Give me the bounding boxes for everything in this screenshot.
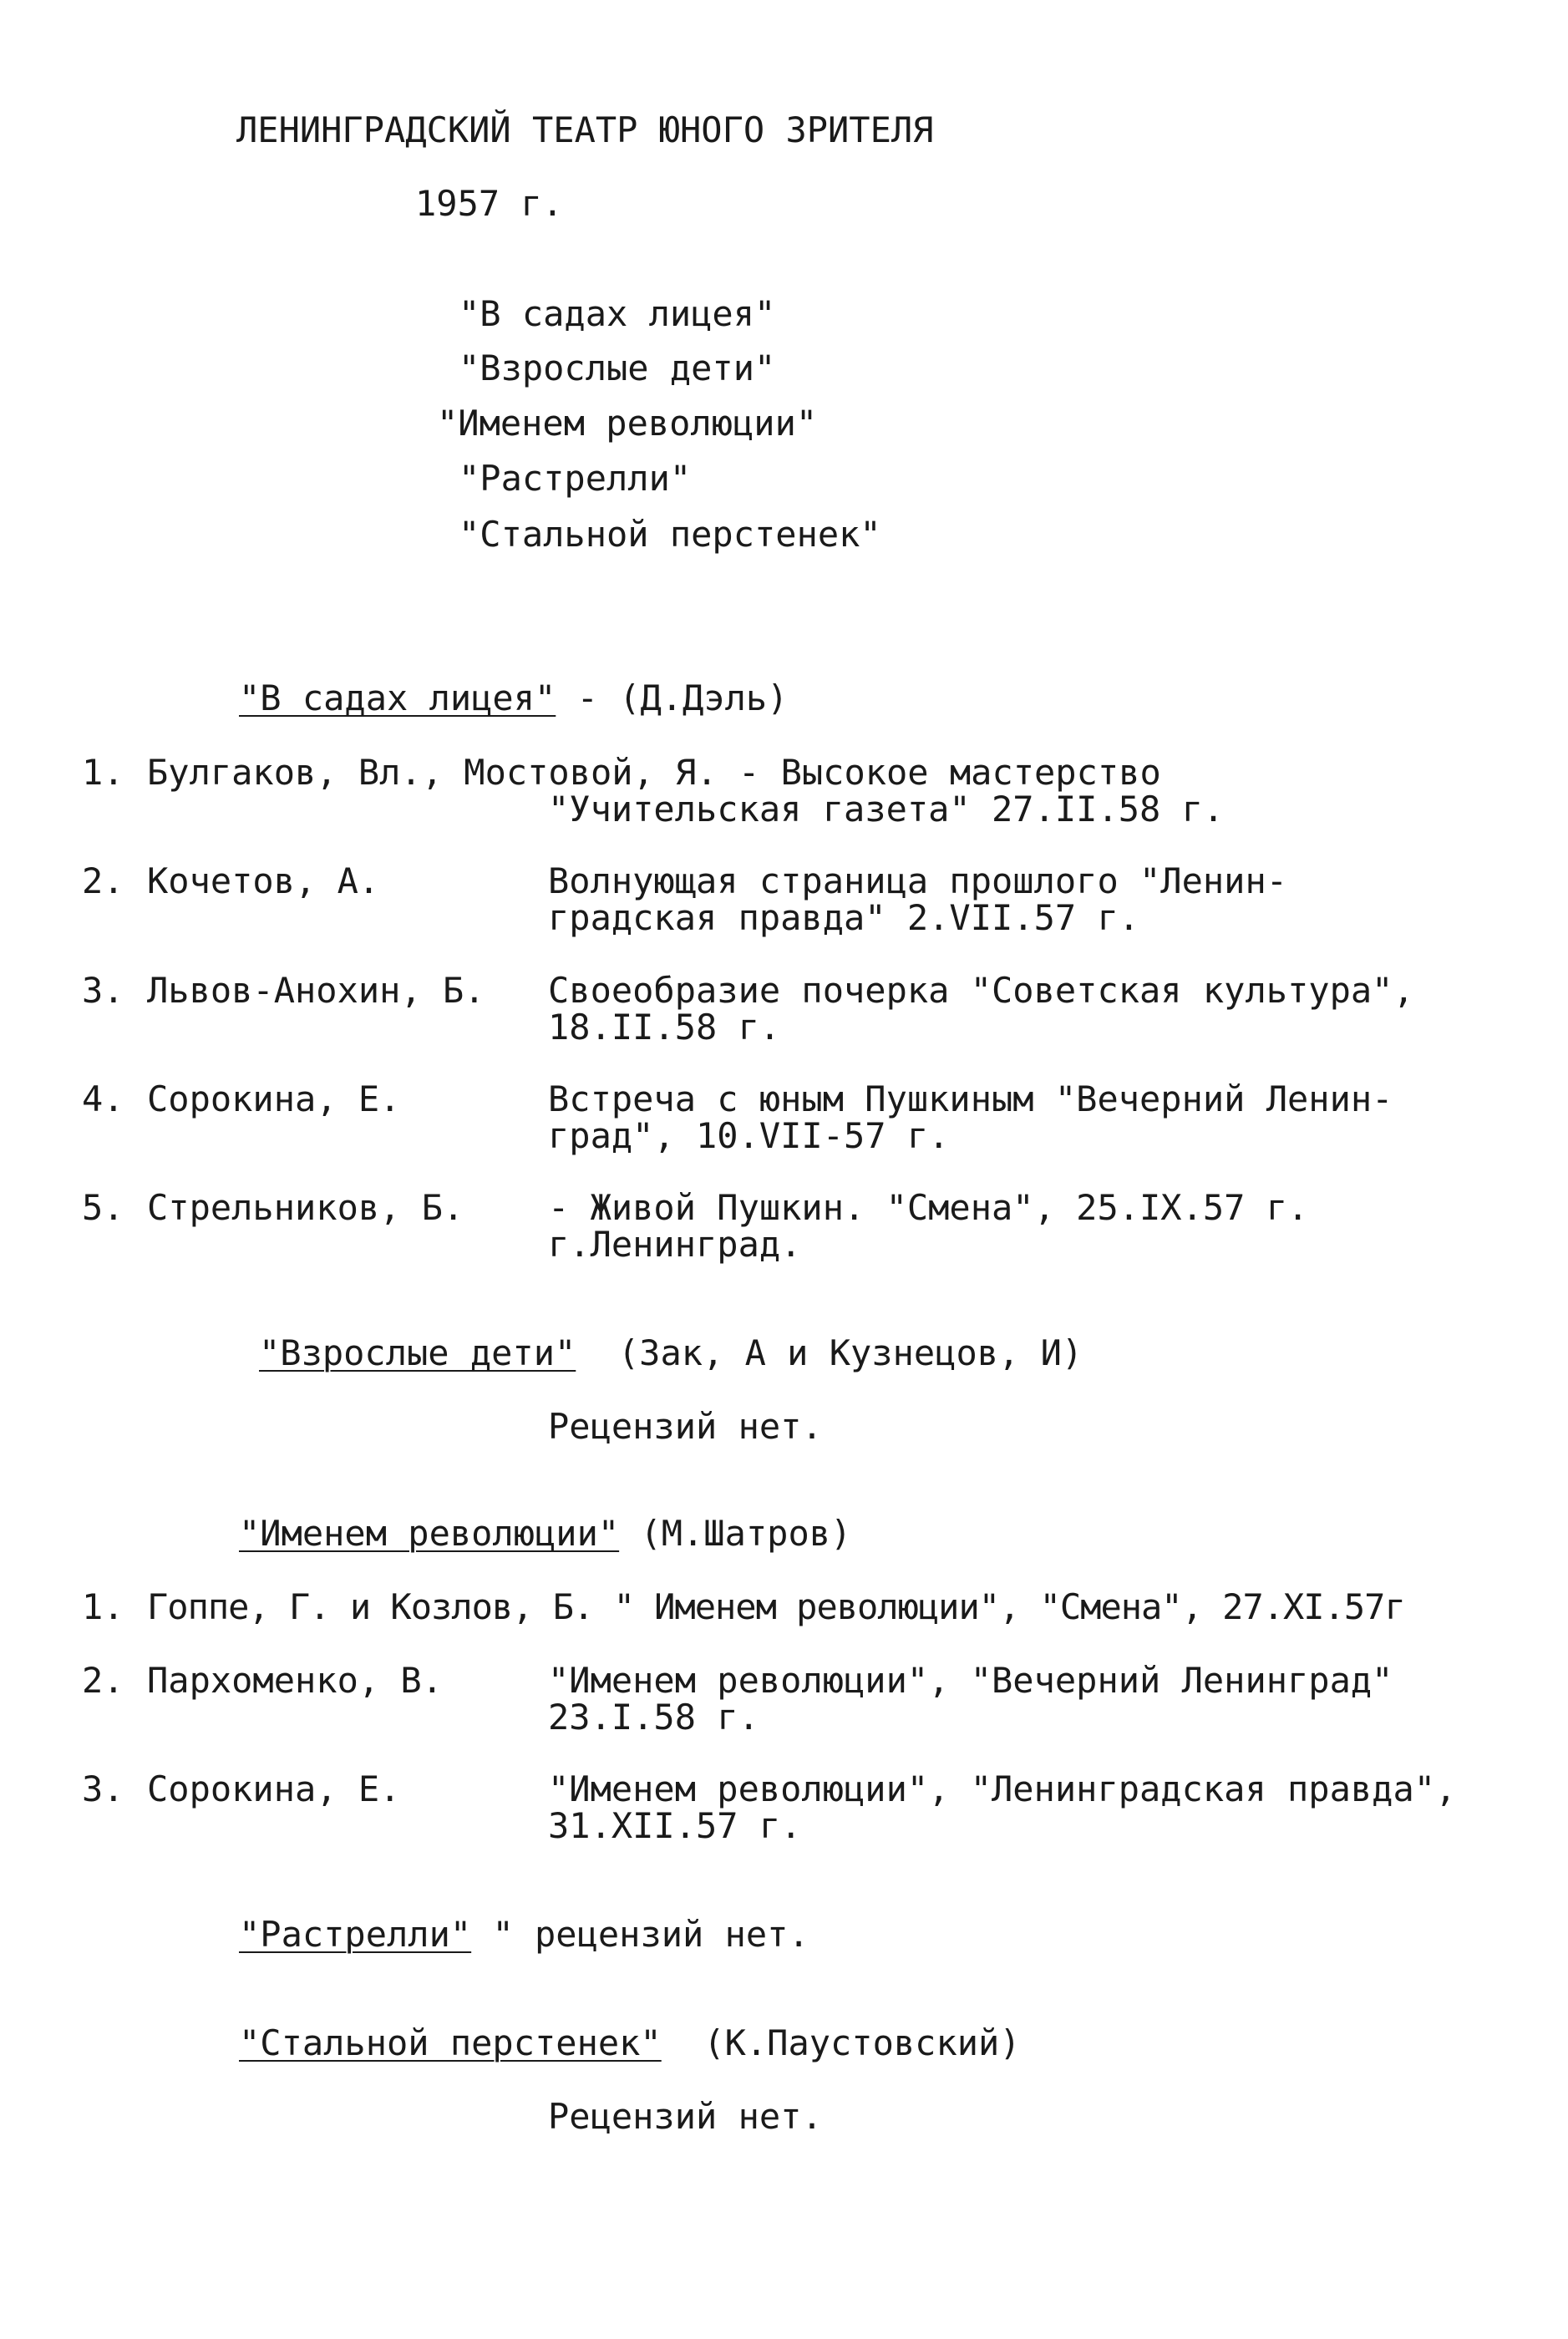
no-reviews-note: Рецензий нет. <box>548 1406 823 1447</box>
play-author: (К.Паустовский) <box>661 2022 1021 2063</box>
play-list-item: "Именем революции" <box>437 403 818 444</box>
play-list-item: "В садах лицея" <box>459 293 776 334</box>
play-title: "В садах лицея" <box>239 677 556 718</box>
review-number: 3. <box>82 970 124 1011</box>
no-reviews-note: " рецензий нет. <box>471 1914 809 1955</box>
review-number: 5. <box>82 1187 124 1228</box>
review-source: "Учительская газета" 27.II.58 г. <box>548 789 1225 830</box>
review-source: 18.II.58 г. <box>548 1007 781 1048</box>
review-title: Волнующая страница прошлого "Ленин- <box>548 860 1288 901</box>
review-number: 1. <box>82 752 124 793</box>
review-entry: Гоппе, Г. и Козлов, Б. " Именем революции", "Смена", 27.XI.57г <box>147 1586 1405 1627</box>
play-author: - (Д.Дэль) <box>556 677 789 718</box>
review-number: 2. <box>82 1660 124 1701</box>
play-author: (М.Шатров) <box>619 1513 852 1554</box>
review-source: 23.I.58 г. <box>548 1697 759 1738</box>
review-source: град", 10.VII-57 г. <box>548 1115 950 1156</box>
section-heading <box>239 677 789 718</box>
theatre-title: ЛЕНИНГРАДСКИЙ ТЕАТР ЮНОГО ЗРИТЕЛЯ <box>236 109 934 150</box>
play-title: "Именем революции" <box>239 1513 620 1554</box>
play-list-item: "Растрелли" <box>459 458 692 499</box>
section-heading <box>239 2022 1021 2063</box>
section-heading <box>239 1916 809 1953</box>
review-author: Сорокина, Е. <box>147 1078 401 1119</box>
review-title: "Именем революции", "Ленинградская правда", <box>548 1768 1457 1809</box>
no-reviews-note: Рецензий нет. <box>548 2096 823 2137</box>
review-number: 2. <box>82 860 124 901</box>
section-heading <box>239 1515 851 1552</box>
play-author: (Зак, А и Кузнецов, И) <box>576 1332 1083 1373</box>
play-list-item: "Взрослые дети" <box>459 348 776 388</box>
review-author: Сорокина, Е. <box>147 1768 401 1809</box>
review-number: 3. <box>82 1768 124 1809</box>
review-author: Пархоменко, В. <box>147 1660 444 1701</box>
review-title: Своеобразие почерка "Советская культура", <box>548 970 1414 1011</box>
review-author: Кочетов, А. <box>147 860 380 901</box>
review-author: Львов-Анохин, Б. <box>147 970 485 1011</box>
review-title: Встреча с юным Пушкиным "Вечерний Ленин- <box>548 1078 1393 1119</box>
review-source: градская правда" 2.VII.57 г. <box>548 897 1140 938</box>
review-author: Стрельников, Б. <box>147 1187 464 1228</box>
review-title: - Живой Пушкин. "Смена", 25.IX.57 г. <box>548 1187 1309 1228</box>
review-title: "Именем революции", "Вечерний Ленинград" <box>548 1660 1393 1701</box>
review-source: г.Ленинград. <box>548 1224 802 1265</box>
play-title: "Взрослые дети" <box>259 1332 576 1373</box>
review-number: 1. <box>82 1586 124 1627</box>
section-heading <box>259 1332 1083 1373</box>
play-list-item: "Стальной перстенек" <box>459 514 881 555</box>
year: 1957 г. <box>415 183 564 224</box>
review-source: 31.XII.57 г. <box>548 1805 802 1846</box>
play-title: "Стальной перстенек" <box>239 2022 662 2063</box>
review-number: 4. <box>82 1078 124 1119</box>
review-author: Булгаков, Вл., Мостовой, Я. - Высокое мастерство <box>147 752 1161 793</box>
play-title: "Растрелли" <box>239 1914 472 1955</box>
